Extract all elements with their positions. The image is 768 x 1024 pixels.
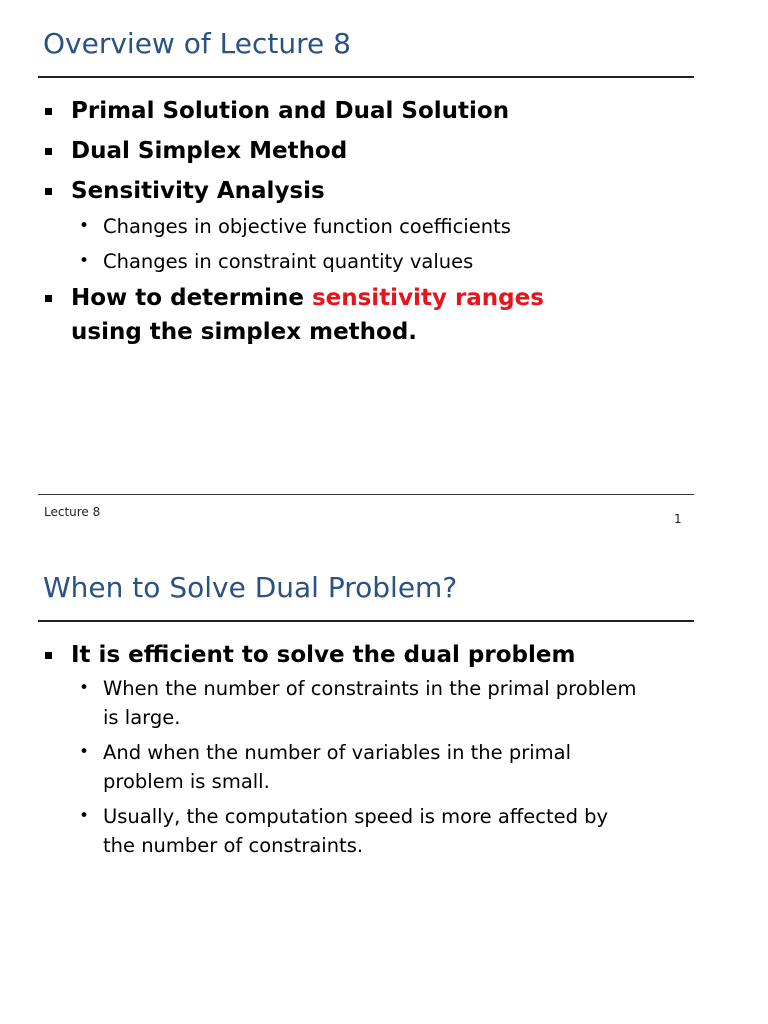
sub-bullet-item: • Changes in constraint quantity values [0,247,700,276]
sub-bullet-item: • Changes in objective function coefficients [0,212,700,241]
sub-bullet-item: • When the number of constraints in the primal problem is large. [0,674,700,732]
bullet-item: It is efficient to solve the dual problem [0,638,700,672]
slide-title: When to Solve Dual Problem? [43,571,458,604]
bullet-item: Primal Solution and Dual Solution [0,94,700,128]
title-divider [38,76,694,78]
title-divider [38,620,694,622]
bullet-list [0,638,700,860]
bullet-list [0,94,700,349]
footer-lecture: Lecture 8 [44,505,101,519]
bullet-item: Dual Simplex Method [0,134,700,168]
highlighted-text: sensitivity ranges [311,285,544,311]
bullet-item-sensitivity [0,281,700,349]
slide-title: Overview of Lecture 8 [43,27,351,60]
footer-divider [38,494,694,495]
slide-dual-problem [0,545,768,1024]
page-number: 1 [674,512,682,526]
sub-bullet-item: • Usually, the computation speed is more affected by the number of constraints. [0,802,700,860]
sub-bullet-item: • And when the number of variables in the primal problem is small. [0,738,700,796]
bullet-item: Sensitivity Analysis [0,174,700,208]
bullet-text: using the simplex method. [71,319,418,345]
bullet-text: How to determine [71,285,312,311]
